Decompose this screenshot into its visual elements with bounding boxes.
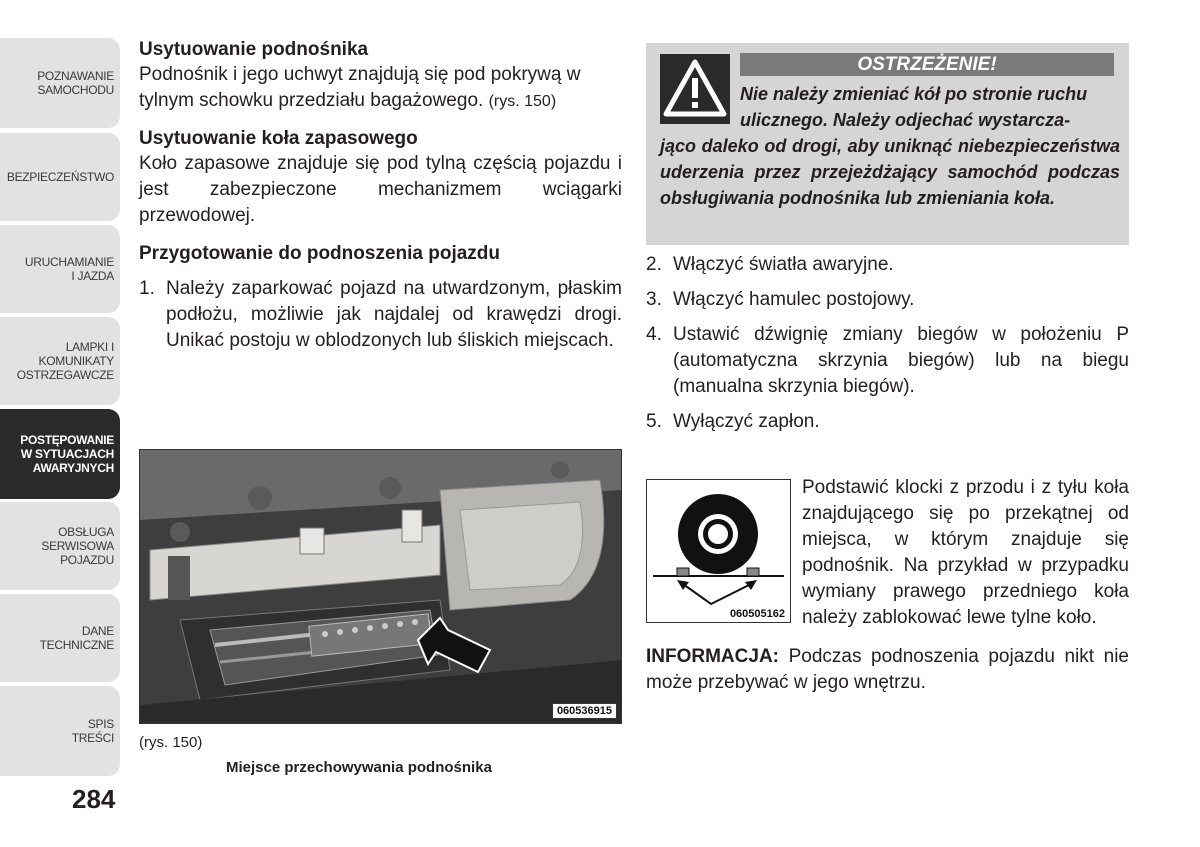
sidebar-tab-spis[interactable]: SPIS TREŚCI: [0, 686, 120, 776]
heading-spare-wheel: Usytuowanie koła zapasowego: [139, 128, 418, 149]
chock-paragraph: Podstawić klocki z przodu i z tyłu koła znajdującego się po przekątnej od miejsca, w którym znajduje się podnośnik. Na przykład w przypadku wymiany prawego przedniego koła należy zablokować lewe tylne koło.: [802, 477, 1129, 628]
sidebar-tab-poznawanie[interactable]: POZNAWANIE SAMOCHODU: [0, 38, 120, 128]
sidebar-tab-postepowanie[interactable]: POSTĘPOWANIE W SYTUACJACH AWARYJNYCH: [0, 409, 120, 499]
warning-line-2: ulicznego. Należy odjechać wystarcza-: [740, 110, 1071, 130]
figure-code: 060536915: [552, 703, 617, 719]
wheel-chock-figure: [646, 479, 791, 623]
list-item-number: 3.: [646, 289, 662, 310]
warning-title: OSTRZEŻENIE!: [740, 53, 1114, 76]
figure-code: 060505162: [726, 607, 789, 621]
list-item: [646, 287, 1129, 313]
warning-triangle-icon: [660, 54, 730, 124]
warning-line-1: Nie należy zmieniać kół po stronie ruchu: [740, 84, 1088, 104]
sidebar-tab-obsluga[interactable]: OBSŁUGA SERWISOWA POJAZDU: [0, 502, 120, 590]
sidebar-tab-uruchamianie[interactable]: URUCHAMIANIE I JAZDA: [0, 225, 120, 313]
info-label: INFORMACJA:: [646, 646, 779, 667]
steps-list: [646, 252, 1129, 435]
page-number: 284: [72, 784, 116, 814]
heading-jack-location: Usytuowanie podnośnika: [139, 39, 369, 60]
figure-ref-label: (rys. 150): [139, 734, 203, 751]
left-column: [139, 38, 622, 354]
warning-rest: jąco daleko od drogi, aby uniknąć niebezpieczeństwa uderzenia przez przejeżdżający samochód podczas obsługiwania podnośnika lub zmieniania koła.: [660, 136, 1120, 208]
list-item-number: 4.: [646, 324, 662, 345]
paragraph-jack-location: [139, 62, 622, 115]
list-item-text: Włączyć hamulec postojowy.: [673, 289, 915, 310]
figure-reference: (rys. 150): [488, 93, 557, 110]
sidebar-tab-dane[interactable]: DANE TECHNICZNE: [0, 594, 120, 682]
sidebar-tab-bezpieczenstwo[interactable]: BEZPIECZEŃSTWO: [0, 133, 120, 221]
list-item-number: 1.: [139, 278, 155, 299]
list-item-number: 5.: [646, 411, 662, 432]
list-item-number: 2.: [646, 254, 662, 275]
heading-preparation: Przygotowanie do podnoszenia pojazdu: [139, 243, 501, 264]
info-text: Podczas podnoszenia pojazdu nikt nie może przebywać w jego wnętrzu.: [646, 646, 1129, 693]
jack-storage-figure: [139, 449, 622, 724]
list-item: [646, 252, 1129, 278]
jack-storage-illustration: [140, 450, 622, 724]
jack-location-text: Podnośnik i jego uchwyt znajdują się pod pokrywą w tylnym schowku przedziału bagażowego.: [139, 64, 581, 111]
list-item-text: Włączyć światła awaryjne.: [673, 254, 894, 275]
figure-caption: Miejsce przechowywania podnośnika: [226, 759, 492, 776]
list-item: [646, 322, 1129, 400]
paragraph-spare-wheel: Koło zapasowe znajduje się pod tylną częścią pojazdu i jest zabezpieczone mechanizmem wciągarki przewodowej.: [139, 153, 622, 226]
sidebar-tab-lampki[interactable]: LAMPKI I KOMUNIKATY OSTRZEGAWCZE: [0, 317, 120, 405]
list-item-text: Ustawić dźwignię zmiany biegów w położeniu P (automatyczna skrzynia biegów) lub na biegu (manualna skrzynia biegów).: [673, 324, 1129, 397]
info-paragraph: [646, 644, 1129, 696]
list-item-text: Wyłączyć zapłon.: [673, 411, 820, 432]
list-item: [646, 409, 1129, 435]
warning-box: [646, 43, 1129, 245]
list-item: [139, 276, 622, 354]
list-item-text: Należy zaparkować pojazd na utwardzonym, płaskim podłożu, możliwie jak najdalej od krawędzi drogi. Unikać postoju w oblodzonych lub śliskich miejscach.: [166, 278, 622, 351]
wheel-chock-icon: [647, 480, 790, 622]
